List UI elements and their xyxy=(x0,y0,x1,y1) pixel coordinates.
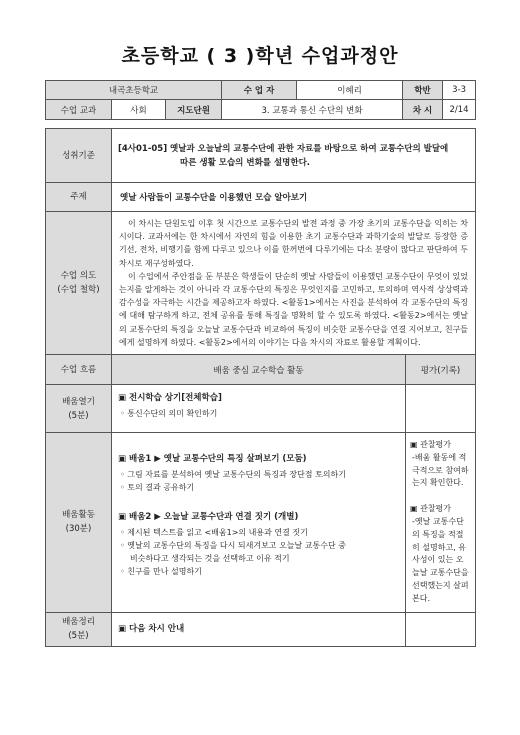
main-activity xyxy=(112,433,406,613)
intent-label-line-2: (수업 철학) xyxy=(57,285,100,296)
closing-stage xyxy=(46,612,112,646)
evaluation-1 xyxy=(410,439,471,490)
step2-item-1: ◦ 제시된 텍스트를 읽고 <배움1>의 내용과 연결 짓기 xyxy=(120,528,308,538)
topic-text: 옛날 사람들이 교통수단을 이용했던 모습 알아보기 xyxy=(112,183,476,212)
intent-label-line-1: 수업 의도 xyxy=(60,271,97,282)
opening-label: 배움열기 xyxy=(62,396,95,407)
unit-label: 지도단원 xyxy=(166,100,222,120)
step2-item-2: ◦ 옛날의 교통수단의 특징을 다시 되새겨보고 오늘날 교통수단 중 xyxy=(120,541,346,551)
teacher-name: 이혜리 xyxy=(297,81,403,100)
subject-label: 수업 교과 xyxy=(46,100,112,120)
activity-evaluation xyxy=(406,433,476,613)
opening-heading: ▣ 전시학습 상기[전체학습] xyxy=(118,393,222,404)
closing-heading: ▣ 다음 차시 안내 xyxy=(118,623,185,634)
step2-heading: ▣ 배움2 ▶ 오늘날 교통수단과 연결 짓기 (개별) xyxy=(118,512,299,523)
page-title: 초등학교 ( 3 )학년 수업과정안 xyxy=(121,45,399,67)
opening-activity xyxy=(112,385,406,433)
school-name: 내곡초등학교 xyxy=(46,81,222,100)
lesson-plan-table xyxy=(45,128,476,647)
evaluation-2-title: ▣ 관찰평가 xyxy=(410,504,452,514)
standard-label: 성취기준 xyxy=(46,129,112,183)
intent-paragraph-2: 이 수업에서 주안점을 둔 부분은 학생들이 단순히 옛날 사람들이 이용했던 교통수단이 무엇이 있었는지를 알게하는 것이 아니라 각 교통수단의 특징은 무엇인지를 고민하고, 토의하며 역사적 상상력과 감수성을 자극하는 시간을 제공하고자 하였다. <활동1>에서는 사진을 분석하여 각 교통수단의 특징에 대해 탐구하게 하고, 전체 공유를 통해 특징을 명확히 할 수 있도록 하였다. <활동2>에서는 옛날의 교통수단의 특징을 오늘날 교통수단과 비교하여 특징이 비슷한 교통수단을 연결 지어보고, 친구들에게 설명하게 하였다. <활동2>에서의 이야기는 다음 차시의 자료로 활용할 계획이다. xyxy=(119,271,469,347)
closing-label: 배움정리 xyxy=(62,617,95,628)
achievement-standard xyxy=(112,129,476,183)
opening-item: ◦ 통신수단의 의미 확인하기 xyxy=(120,409,218,419)
period-label: 차 시 xyxy=(403,100,443,120)
flow-column-header: 수업 흐름 xyxy=(46,355,112,385)
lesson-info-table xyxy=(45,80,476,120)
step1-item-1: ◦ 그림 자료를 분석하여 옛날 교통수단의 특징과 장단점 토의하기 xyxy=(120,470,346,480)
class-label: 학반 xyxy=(403,81,443,100)
closing-activity xyxy=(112,612,406,646)
topic-label: 주제 xyxy=(46,183,112,212)
standard-line-1: [4사01-05] 옛날과 오늘날의 교통수단에 관한 자료를 바탕으로 하여 교통수단의 발달에 xyxy=(118,143,449,154)
intent-label xyxy=(46,212,112,355)
activity-column-header: 배움 중심 교수학습 활동 xyxy=(112,355,406,385)
step1-item-2: ◦ 토의 결과 공유하기 xyxy=(120,483,195,493)
opening-stage xyxy=(46,385,112,433)
lesson-intent xyxy=(112,212,476,355)
evaluation-1-text: -배움 활동에 적극적으로 참여하는지 확인한다. xyxy=(412,452,469,488)
period-value: 2/14 xyxy=(443,100,476,120)
activity-duration: (30분) xyxy=(65,524,92,535)
evaluation-column-header: 평가(기록) xyxy=(406,355,476,385)
subject-value: 사회 xyxy=(112,100,166,120)
evaluation-1-title: ▣ 관찰평가 xyxy=(410,440,452,450)
step2-item-2-cont: 비슷하다고 생각되는 것을 선택하고 이유 적기 xyxy=(130,554,290,564)
class-value: 3-3 xyxy=(443,81,476,100)
step1-heading: ▣ 배움1 ▶ 옛날 교통수단의 특징 살펴보기 (모둠) xyxy=(118,454,307,465)
unit-value: 3. 교통과 통신 수단의 변화 xyxy=(222,100,403,120)
standard-line-2: 따른 생활 모습의 변화를 설명한다. xyxy=(180,157,311,168)
closing-evaluation xyxy=(406,612,476,646)
activity-label: 배움활동 xyxy=(62,510,95,521)
teacher-label: 수 업 자 xyxy=(222,81,297,100)
opening-duration: (5분) xyxy=(68,410,89,421)
step2-item-3: ◦ 친구를 만나 설명하기 xyxy=(120,567,202,577)
evaluation-2 xyxy=(410,503,471,605)
opening-evaluation xyxy=(406,385,476,433)
evaluation-2-text: -옛날 교통수단의 특징을 적절히 설명하고, 유사성이 있는 오늘날 교통수단을 선택했는지 살펴본다. xyxy=(412,517,469,603)
intent-paragraph-1: 이 차시는 단원도입 이후 첫 시간으로 교통수단의 발전 과정 중 가장 초기의 교통수단을 익히는 차시이다. 교과서에는 한 차시에서 자연의 힘을 이용한 초기 교통수단과 과학기술의 발달로 등장한 증기선, 전차, 비행기를 함께 다루고 있으나 이를 한꺼번에 다루기에는 다소 분량이 많다고 판단하여 두 차시로 재구성하였다. xyxy=(119,219,469,268)
closing-duration: (5분) xyxy=(68,631,89,642)
activity-stage xyxy=(46,433,112,613)
